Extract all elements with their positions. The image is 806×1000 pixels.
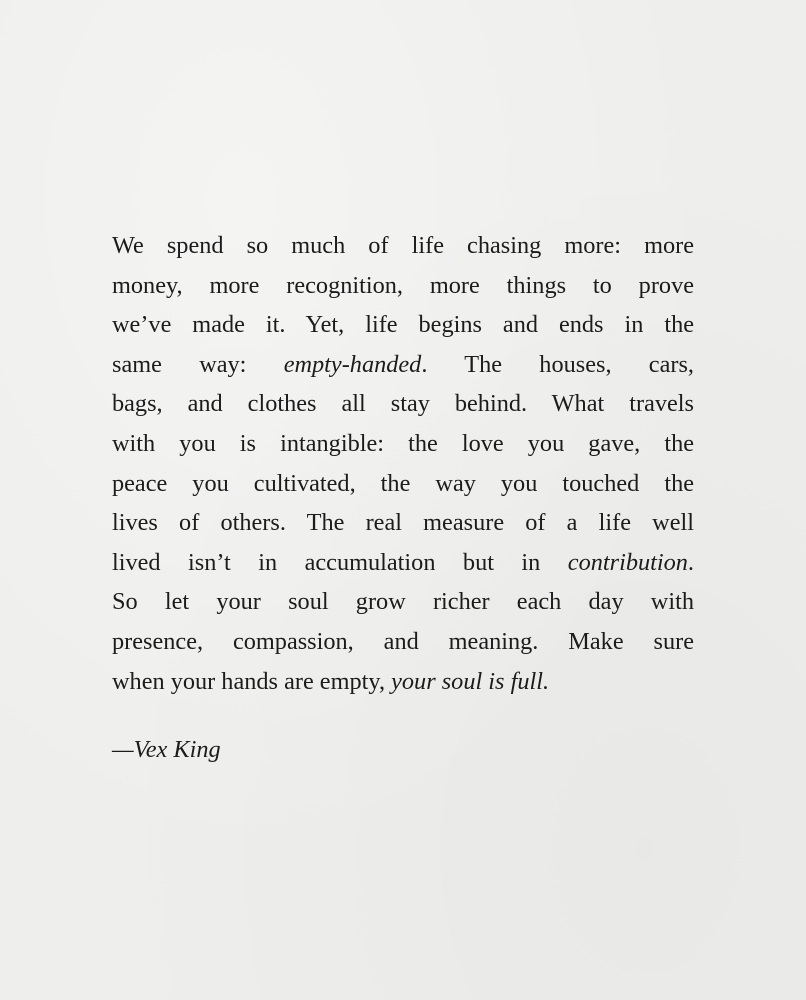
quote-text: bags, and clothes all stay behind. What travels xyxy=(112,390,694,418)
quote-line xyxy=(112,582,694,622)
quote-line xyxy=(112,226,694,266)
quote-passage xyxy=(112,226,694,701)
quote-text: when your hands are empty, xyxy=(112,667,392,695)
quote-text: We spend so much of life chasing more: more xyxy=(112,232,694,259)
quote-attribution: —Vex King xyxy=(112,736,221,763)
quote-line xyxy=(112,464,694,504)
quote-emphasis: your soul is full. xyxy=(391,667,550,695)
quote-line xyxy=(112,266,694,306)
quote-line xyxy=(112,345,694,385)
quote-text: with you is intangible: the love you gave, the xyxy=(112,429,694,457)
quote-text: lives of others. The real measure of a life well xyxy=(112,509,694,537)
quote-text: we’ve made it. Yet, life begins and ends in the xyxy=(112,311,694,339)
quote-text: lived isn’t in accumulation but in xyxy=(112,548,568,576)
quote-line xyxy=(112,384,694,424)
quote-line xyxy=(112,305,694,345)
quote-line xyxy=(112,543,694,583)
quote-text: So let your soul grow richer each day with xyxy=(112,588,694,616)
quote-emphasis: empty-handed xyxy=(283,350,422,378)
quote-text: . The houses, cars, xyxy=(421,350,694,378)
quote-line xyxy=(112,662,694,702)
quote-text: . xyxy=(687,548,694,576)
quote-text: money, more recognition, more things to prove xyxy=(112,271,694,299)
quote-text: same way: xyxy=(112,350,284,378)
quote-line xyxy=(112,622,694,662)
quote-text: presence, compassion, and meaning. Make sure xyxy=(112,627,694,655)
quote-line xyxy=(112,424,694,464)
quote-emphasis: contribution xyxy=(567,548,688,576)
quote-line xyxy=(112,503,694,543)
quote-text: peace you cultivated, the way you touched the xyxy=(112,469,694,497)
